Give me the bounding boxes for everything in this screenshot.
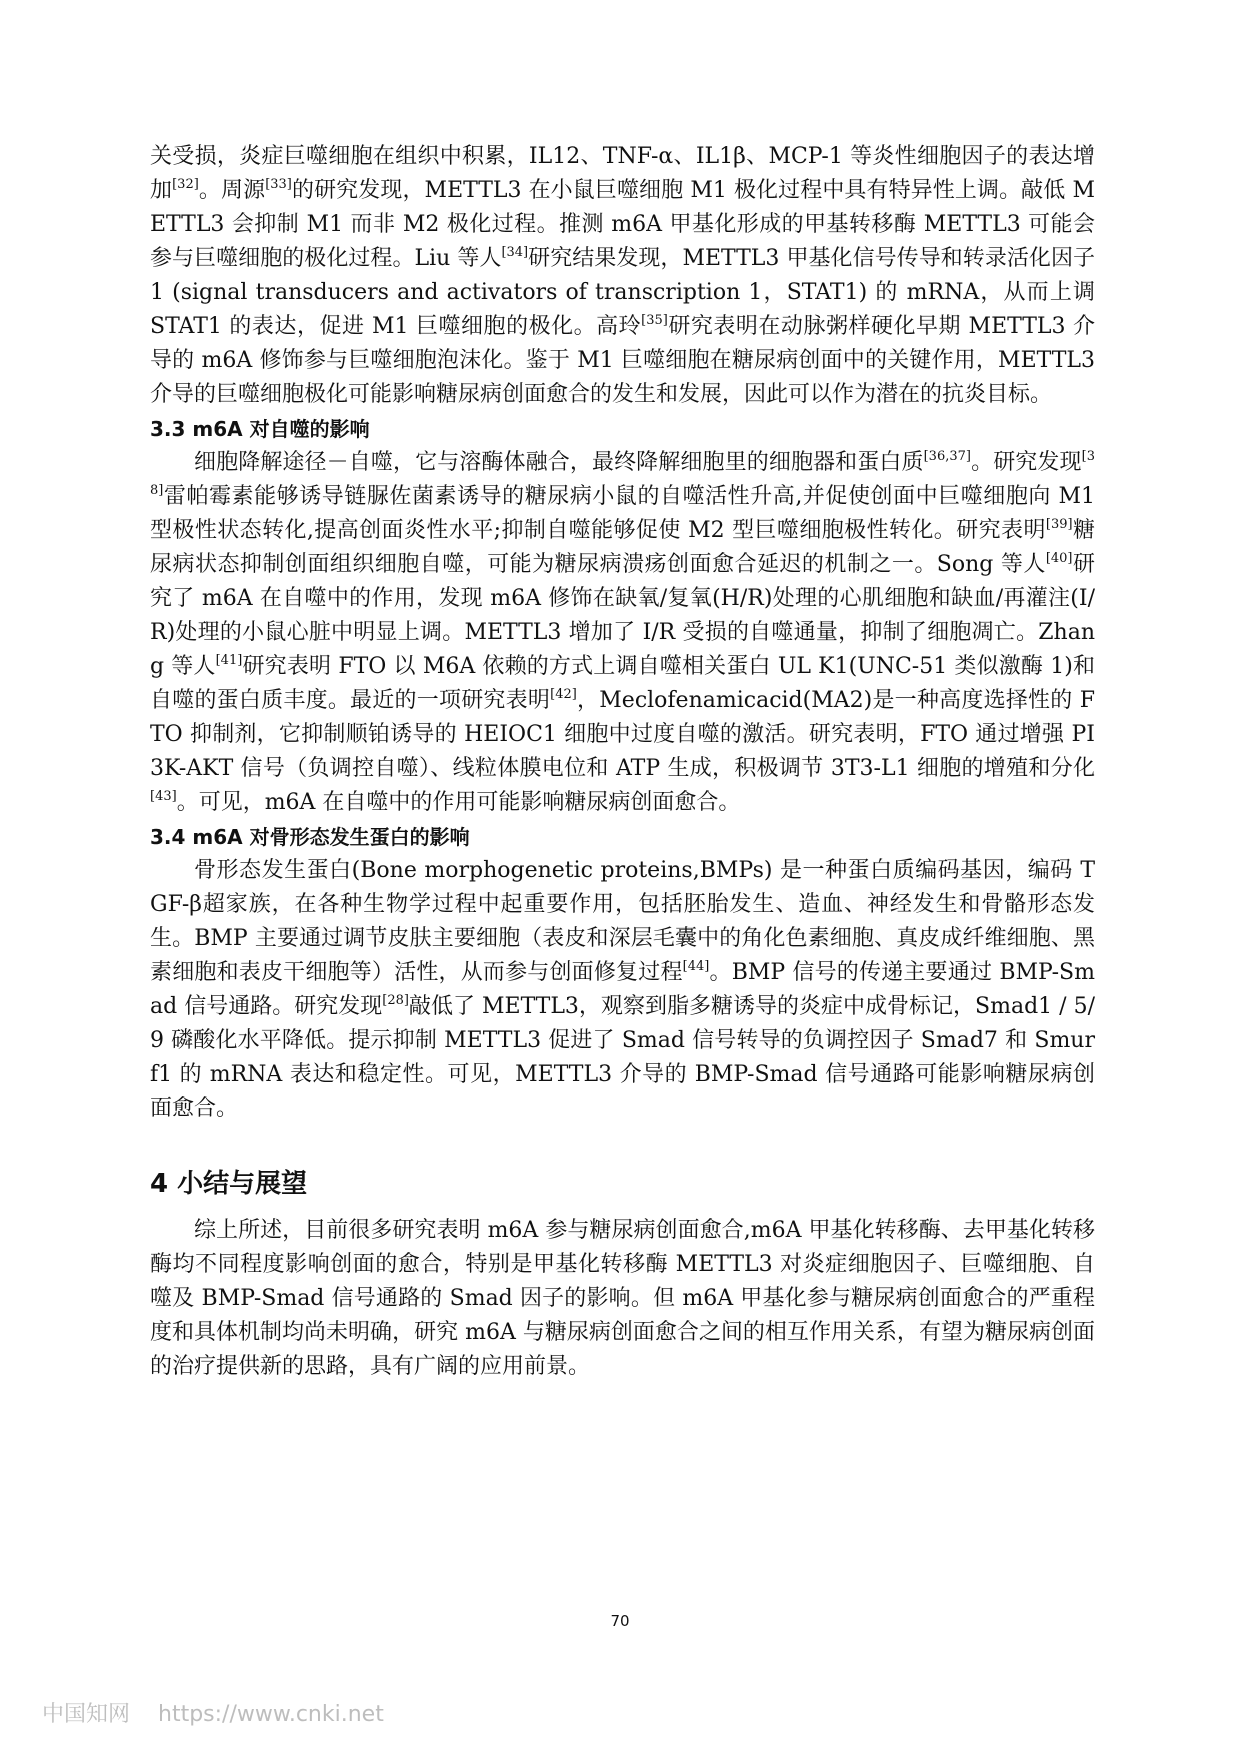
text: 。可见，m6A 在自噬中的作用可能影响糖尿病创面愈合。 bbox=[176, 790, 741, 815]
citation: [32] bbox=[172, 177, 199, 192]
paragraph-bmp bbox=[150, 854, 1095, 1126]
text: 。BMP 信号的传递主要通过 BMP-Smad 信号通路。研究发现 bbox=[150, 960, 1095, 1019]
citation: [44] bbox=[682, 959, 710, 974]
text: 雷帕霉素能够诱导链脲佐菌素诱导的糖尿病小鼠的自噬活性升高,并促使创面中巨噬细胞向 M1 型极性状态转化,提高创面炎性水平;抑制自噬能够促使 M2 型巨噬细胞极性转化。研究表明 bbox=[150, 484, 1095, 543]
citation: [34] bbox=[501, 245, 529, 260]
citation: [33] bbox=[265, 177, 292, 192]
text: 。周源 bbox=[198, 178, 266, 203]
text: 细胞降解途径－自噬，它与溶酶体融合，最终降解细胞里的细胞器和蛋白质 bbox=[194, 450, 924, 475]
citation: [38] bbox=[150, 449, 1095, 498]
citation: [39] bbox=[1045, 517, 1073, 532]
subsection-heading-autophagy: 3.3 m6A 对自噬的影响 bbox=[150, 417, 370, 441]
text: 关受损，炎症巨噬细胞在组织中积累，IL12、TNF-α、IL1β、MCP-1 等炎性细胞因子的表达增加 bbox=[150, 144, 1095, 203]
watermark-logo: 中国知网 bbox=[42, 1702, 131, 1727]
document-body bbox=[150, 140, 1095, 1384]
text: 研究了 m6A 在自噬中的作用，发现 m6A 修饰在缺氧/复氧(H/R)处理的心肌细胞和缺血/再灌注(I/R)处理的小鼠心脏中明显上调。METTL3 增加了 I/R 受损的自噬通量，抑制了细胞凋亡。Zhang 等人 bbox=[150, 552, 1095, 679]
text: 骨形态发生蛋白(Bone morphogenetic proteins,BMPs) 是一种蛋白质编码基因，编码 TGF-β超家族，在各种生物学过程中起重要作用，包括胚胎发生、造血、神经发生和骨骼形态发生。BMP 主要通过调节皮肤主要细胞（表皮和深层毛囊中的角化色素细胞、真皮成纤维细胞、黑素细胞和表皮干细胞等）活性，从而参与创面修复过程 bbox=[150, 858, 1095, 985]
citation: [43] bbox=[150, 789, 177, 804]
text: 糖尿病状态抑制创面组织细胞自噬，可能为糖尿病溃疡创面愈合延迟的机制之一。Song 等人 bbox=[150, 518, 1095, 577]
watermark bbox=[42, 1697, 384, 1728]
watermark-url: https://www.cnki.net bbox=[158, 1702, 384, 1727]
citation: [36,37] bbox=[923, 449, 971, 464]
paragraph-autophagy bbox=[150, 446, 1095, 820]
subsection-heading-bmp: 3.4 m6A 对骨形态发生蛋白的影响 bbox=[150, 825, 470, 849]
text: 研究表明在动脉粥样硬化早期 METTL3 介导的 m6A 修饰参与巨噬细胞泡沫化。鉴于 M1 巨噬细胞在糖尿病创面中的关键作用，METTL3 介导的巨噬细胞极化可能影响糖尿病创面愈合的发生和发展，因此可以作为潜在的抗炎目标。 bbox=[150, 314, 1095, 407]
citation: [28] bbox=[382, 993, 409, 1008]
text: 敲低了 METTL3，观察到脂多糖诱导的炎症中成骨标记，Smad1 / 5/9 磷酸化水平降低。提示抑制 METTL3 促进了 Smad 信号转导的负调控因子 Smad7 和 Smurf1 的 mRNA 表达和稳定性。可见，METTL3 介导的 BMP-Smad 信号通路可能影响糖尿病创面愈合。 bbox=[150, 994, 1095, 1121]
citation: [35] bbox=[641, 313, 668, 328]
text: 的研究发现，METTL3 在小鼠巨噬细胞 M1 极化过程中具有特异性上调。敲低 METTL3 会抑制 M1 而非 M2 极化过程。推测 m6A 甲基化形成的甲基转移酶 METTL3 可能会参与巨噬细胞的极化过程。Liu 等人 bbox=[150, 178, 1095, 271]
text: 。研究发现 bbox=[970, 450, 1082, 475]
citation: [41] bbox=[215, 653, 243, 668]
page-number: 70 bbox=[610, 1612, 630, 1630]
citation: [40] bbox=[1045, 551, 1073, 566]
citation: [42] bbox=[550, 687, 577, 702]
paragraph-summary: 综上所述，目前很多研究表明 m6A 参与糖尿病创面愈合,m6A 甲基化转移酶、去甲基化转移酶均不同程度影响创面的愈合，特别是甲基化转移酶 METTL3 对炎症细胞因子、巨噬细胞、自噬及 BMP-Smad 信号通路的 Smad 因子的影响。但 m6A 甲基化参与糖尿病创面愈合的严重程度和具体机制均尚未明确，研究 m6A 与糖尿病创面愈合之间的相互作用关系，有望为糖尿病创面的治疗提供新的思路，具有广阔的应用前景。 bbox=[150, 1218, 1095, 1379]
text: ，Meclofenamicacid(MA2)是一种高度选择性的 FTO 抑制剂，它抑制顺铂诱导的 HEIOC1 细胞中过度自噬的激活。研究表明，FTO 通过增强 PI3K-AKT 信号（负调控自噬）、线粒体膜电位和 ATP 生成，积极调节 3T3-L1 细胞的增殖和分化 bbox=[150, 688, 1095, 781]
section-heading-summary: 4 小结与展望 bbox=[150, 1169, 308, 1199]
text: 研究结果发现，METTL3 甲基化信号传导和转录活化因子 1 (signal transducers and activators of transcription 1，STAT1) 的 mRNA，从而上调 STAT1 的表达，促进 M1 巨噬细胞的极化。高玲 bbox=[150, 246, 1095, 339]
paragraph-macrophage bbox=[150, 140, 1095, 412]
text: 研究表明 FTO 以 M6A 依赖的方式上调自噬相关蛋白 UL K1(UNC-51 类似激酶 1)和自噬的蛋白质丰度。最近的一项研究表明 bbox=[150, 654, 1095, 713]
